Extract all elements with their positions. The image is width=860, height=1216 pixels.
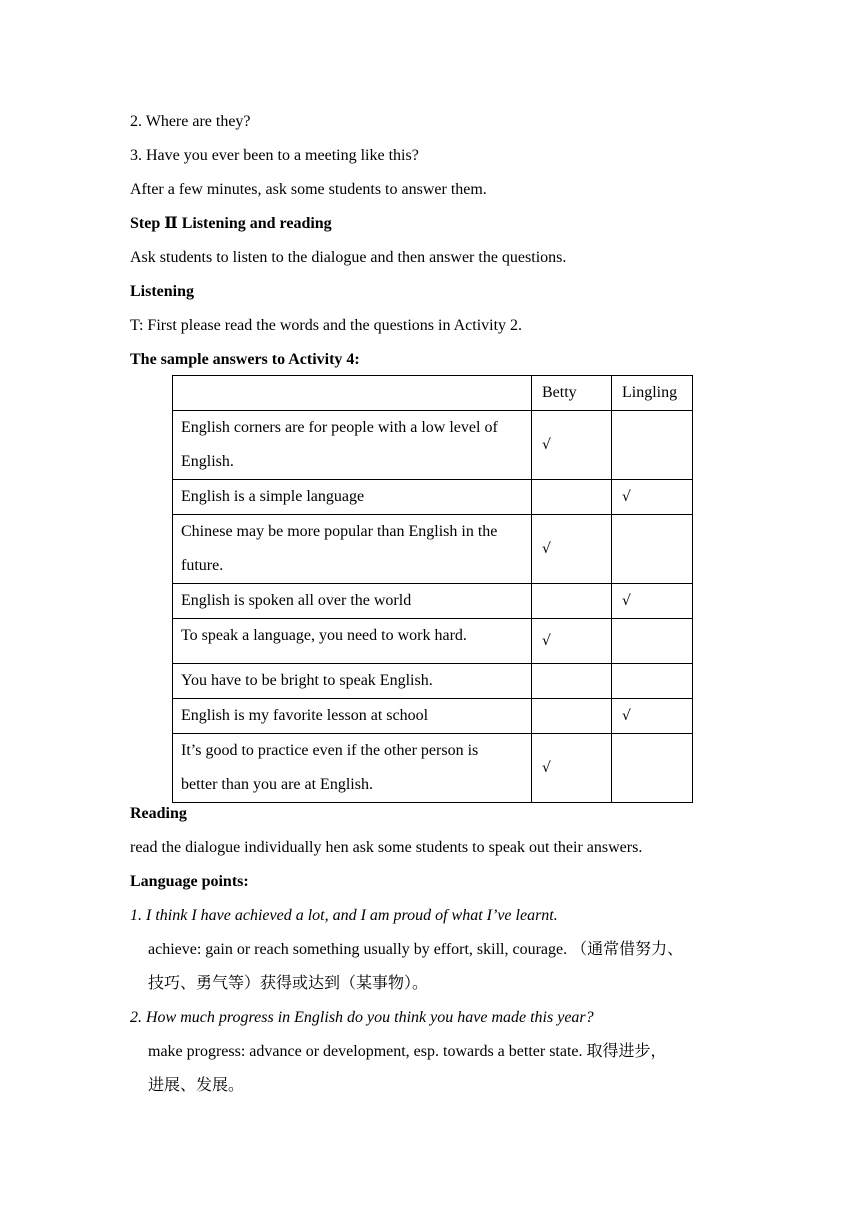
statement-cell: English is a simple language [173,480,532,515]
betty-cell [532,734,612,803]
betty-cell [532,584,612,619]
language-point-2-definition: make progress: advance or development, esp. towards a better state. 取得进步， [148,1043,667,1060]
table-row [173,734,693,803]
instruction-answer: After a few minutes, ask some students to answer them. [130,181,487,198]
statement-line: English. [181,453,234,470]
lingling-cell [612,734,693,803]
table-header-row [173,376,693,411]
header-empty-cell [173,376,532,411]
teacher-line: T: First please read the words and the questions in Activity 2. [130,317,523,334]
statement-cell [173,515,532,584]
reading-instruction: read the dialogue individually hen ask some students to speak out their answers. [130,839,643,856]
statement-line: future. [181,557,224,574]
table-row [173,664,693,699]
language-point-1-definition: achieve: gain or reach something usually by effort, skill, courage. （通常借努力、 [148,941,684,958]
table-row [173,515,693,584]
statement-cell: You have to be bright to speak English. [173,664,532,699]
betty-cell [532,480,612,515]
statement-cell: English is my favorite lesson at school [173,699,532,734]
tick-mark: √ [622,489,631,505]
lingling-cell [612,411,693,480]
statement-line: Chinese may be more popular than English in the [181,523,498,540]
instruction-listen: Ask students to listen to the dialogue and then answer the questions. [130,249,567,266]
tick-mark: √ [622,593,631,609]
statement-line: It’s good to practice even if the other person is [181,742,479,759]
lingling-cell [612,480,693,515]
tick-mark: √ [542,760,551,776]
lingling-cell [612,664,693,699]
question-2: 2. Where are they? [130,113,251,130]
lingling-cell [612,619,693,664]
question-3: 3. Have you ever been to a meeting like this? [130,147,419,164]
language-points-heading: Language points: [130,873,249,890]
language-point-1: 1. I think I have achieved a lot, and I am proud of what I’ve learnt. [130,907,558,924]
sample-answers-heading: The sample answers to Activity 4: [130,351,360,368]
table-row [173,411,693,480]
statement-line: English corners are for people with a low level of [181,419,498,436]
language-point-1-definition-cont: 技巧、勇气等）获得或达到（某事物）。 [148,975,429,992]
betty-cell [532,699,612,734]
tick-mark: √ [542,541,551,557]
language-point-2: 2. How much progress in English do you think you have made this year? [130,1009,594,1026]
betty-cell [532,619,612,664]
betty-cell [532,411,612,480]
step-2-heading: Step Ⅱ Listening and reading [130,215,332,232]
table-row [173,480,693,515]
statement-cell [173,734,532,803]
statement-cell: English is spoken all over the world [173,584,532,619]
tick-mark: √ [622,708,631,724]
tick-mark: √ [542,633,551,649]
reading-heading: Reading [130,805,187,822]
language-point-2-definition-cont: 进展、发展。 [148,1077,245,1094]
header-lingling: Lingling [612,376,693,411]
statement-line: better than you are at English. [181,776,373,793]
lingling-cell [612,699,693,734]
betty-cell [532,664,612,699]
table-row [173,699,693,734]
statement-cell [173,411,532,480]
tick-mark: √ [542,437,551,453]
lingling-cell [612,515,693,584]
betty-cell [532,515,612,584]
table-row [173,584,693,619]
header-betty: Betty [532,376,612,411]
lingling-cell [612,584,693,619]
answers-table [172,375,693,803]
listening-heading: Listening [130,283,195,300]
table-row [173,619,693,664]
statement-cell: To speak a language, you need to work hard. [173,619,532,664]
